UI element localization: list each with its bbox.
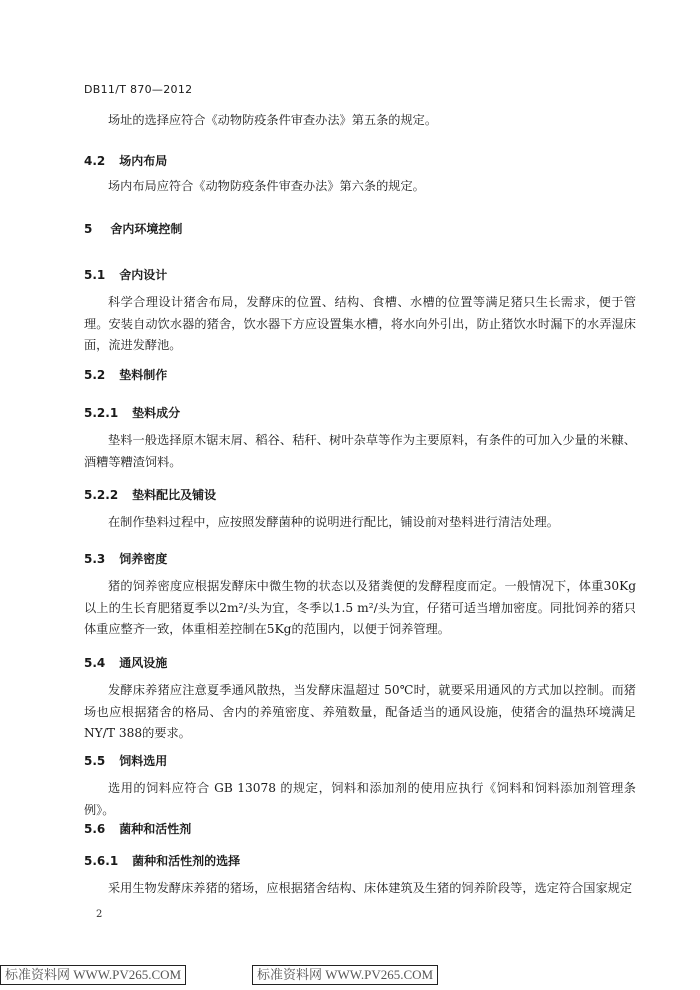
heading-title: 舍内环境控制 [110, 222, 183, 236]
heading-5-5 [84, 752, 167, 769]
heading-title: 通风设施 [119, 656, 168, 670]
paragraph-bedding-components: 垫料一般选择原木锯末屑、稻谷、秸秆、树叶杂草等作为主要原料，有条件的可加入少量的米糠、酒糟等糟渣饲料。 [84, 433, 636, 469]
paragraph-stocking-density: 猪的饲养密度应根据发酵床中微生物的状态以及猪粪便的发酵程度而定。一般情况下，体重30Kg以上的生长育肥猪夏季以2m²/头为宜，冬季以1.5 m²/头为宜，仔猪可适当增加密度。同批饲养的猪只体重应整齐一致，体重相差控制在5Kg的范围内，以便于饲养管理。 [84, 579, 636, 636]
heading-5 [84, 220, 182, 237]
heading-number: 5.5 [84, 754, 106, 768]
heading-title: 舍内设计 [119, 268, 168, 282]
heading-5-3 [84, 550, 167, 567]
heading-title: 菌种和活性剂 [119, 822, 192, 836]
heading-title: 垫料成分 [132, 406, 181, 420]
heading-number: 5.3 [84, 552, 106, 566]
paragraph-bedding-ratio: 在制作垫料过程中，应按照发酵菌种的说明进行配比，铺设前对垫料进行清洁处理。 [108, 515, 559, 529]
heading-5-2-2 [84, 486, 216, 503]
heading-5-6 [84, 820, 191, 837]
paragraph-site-selection: 场址的选择应符合《动物防疫条件审查办法》第五条的规定。 [108, 113, 438, 127]
paragraph-house-design: 科学合理设计猪舍布局，发酵床的位置、结构、食槽、水槽的位置等满足猪只生长需求，便于管理。安装自动饮水器的猪舍，饮水器下方应设置集水槽，将水向外引出，防止猪饮水时漏下的水弄湿床面，流进发酵池。 [84, 295, 636, 352]
heading-number: 5.2 [84, 368, 106, 382]
heading-number: 5.6 [84, 822, 106, 836]
heading-5-4 [84, 654, 167, 671]
heading-number: 5.2.1 [84, 406, 119, 420]
heading-number: 5.4 [84, 656, 106, 670]
heading-5-1 [84, 266, 167, 283]
heading-title: 饲料选用 [119, 754, 168, 768]
watermark-banner: 标准资料网 WWW.PV265.COM [252, 965, 438, 985]
heading-number: 5 [84, 222, 93, 236]
heading-number: 5.1 [84, 268, 106, 282]
heading-4-2 [84, 152, 167, 169]
heading-title: 饲养密度 [119, 552, 168, 566]
standard-code: DB11/T 870—2012 [84, 83, 193, 96]
heading-5-2 [84, 366, 167, 383]
heading-number: 4.2 [84, 154, 106, 168]
paragraph-layout: 场内布局应符合《动物防疫条件审查办法》第六条的规定。 [108, 179, 425, 193]
paragraph-strain-selection: 采用生物发酵床养猪的猪场，应根据猪舍结构、床体建筑及生猪的饲养阶段等，选定符合国家规定 [108, 881, 633, 895]
page-number: 2 [96, 909, 103, 920]
heading-title: 垫料制作 [119, 368, 168, 382]
heading-title: 菌种和活性剂的选择 [132, 854, 241, 868]
heading-number: 5.6.1 [84, 854, 119, 868]
heading-5-6-1 [84, 852, 240, 869]
watermark-banner: 标准资料网 WWW.PV265.COM [0, 965, 186, 985]
heading-number: 5.2.2 [84, 488, 119, 502]
heading-title: 垫料配比及铺设 [132, 488, 217, 502]
paragraph-feed: 选用的饲料应符合 GB 13078 的规定，饲料和添加剂的使用应执行《饲料和饲料添加剂管理条例》。 [84, 781, 636, 817]
heading-title: 场内布局 [119, 154, 168, 168]
heading-5-2-1 [84, 404, 180, 421]
paragraph-ventilation: 发酵床养猪应注意夏季通风散热，当发酵床温超过 50℃时，就要采用通风的方式加以控制。而猪场也应根据猪舍的格局、舍内的养殖密度、养殖数量，配备适当的通风设施，使猪舍的温热环境满足NY/T 388的要求。 [84, 683, 636, 740]
